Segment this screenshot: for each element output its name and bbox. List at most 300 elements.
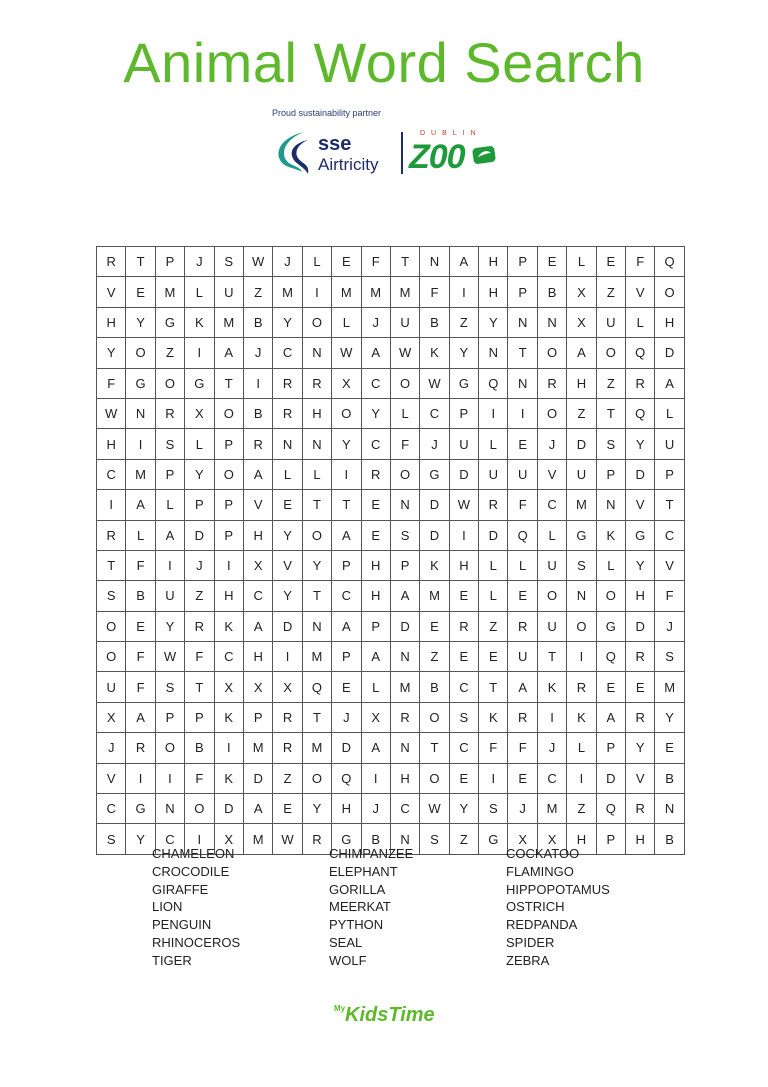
grid-cell: J [361, 307, 390, 337]
grid-cell: O [596, 581, 625, 611]
grid-cell: E [479, 642, 508, 672]
grid-cell: K [214, 702, 243, 732]
grid-cell: F [185, 642, 214, 672]
grid-cell: D [332, 733, 361, 763]
word-list-column-2 [329, 845, 413, 970]
grid-cell: Z [567, 398, 596, 428]
word-list-item: FLAMINGO [506, 863, 574, 879]
grid-cell: J [185, 247, 214, 277]
grid-cell: O [420, 702, 449, 732]
grid-cell: L [332, 307, 361, 337]
grid-cell: O [390, 459, 419, 489]
grid-cell: D [214, 794, 243, 824]
word-list-item: HIPPOPOTAMUS [506, 881, 610, 897]
grid-cell: B [655, 824, 684, 854]
grid-cell: A [214, 338, 243, 368]
grid-cell: G [449, 368, 478, 398]
grid-cell: A [243, 459, 272, 489]
grid-cell: E [361, 490, 390, 520]
grid-cell: F [390, 429, 419, 459]
grid-cell: R [479, 490, 508, 520]
grid-cell: X [332, 368, 361, 398]
grid-cell: I [449, 520, 478, 550]
grid-cell: N [655, 794, 684, 824]
grid-cell: O [185, 794, 214, 824]
grid-cell: C [537, 763, 566, 793]
grid-cell: Z [479, 611, 508, 641]
grid-cell: Y [97, 338, 126, 368]
grid-cell: T [126, 247, 155, 277]
grid-cell: N [155, 794, 184, 824]
grid-cell: A [126, 702, 155, 732]
grid-cell: P [155, 459, 184, 489]
grid-cell: R [449, 611, 478, 641]
grid-cell: N [567, 581, 596, 611]
grid-cell: H [567, 368, 596, 398]
word-list-item: COCKATOO [506, 846, 580, 861]
grid-cell: Y [361, 398, 390, 428]
grid-cell: V [273, 550, 302, 580]
dublin-label: DUBLIN [420, 130, 482, 137]
grid-row [97, 277, 685, 307]
grid-cell: R [273, 368, 302, 398]
grid-cell: C [449, 733, 478, 763]
grid-cell: S [479, 794, 508, 824]
grid-cell: I [361, 763, 390, 793]
grid-cell: M [655, 672, 684, 702]
grid-cell: T [302, 581, 331, 611]
grid-cell: V [626, 490, 655, 520]
grid-cell: W [273, 824, 302, 854]
grid-cell: A [332, 611, 361, 641]
grid-cell: E [332, 247, 361, 277]
grid-cell: Y [155, 611, 184, 641]
grid-cell: O [155, 733, 184, 763]
grid-cell: A [243, 611, 272, 641]
grid-cell: X [243, 672, 272, 702]
grid-cell: P [596, 824, 625, 854]
grid-cell: D [420, 490, 449, 520]
zoo-leaf-icon [472, 144, 496, 166]
grid-cell: O [97, 611, 126, 641]
grid-cell: F [126, 642, 155, 672]
grid-cell: U [655, 429, 684, 459]
grid-cell: O [537, 398, 566, 428]
grid-cell: H [626, 824, 655, 854]
grid-cell: L [185, 277, 214, 307]
grid-cell: L [479, 429, 508, 459]
grid-cell: I [214, 550, 243, 580]
grid-cell: P [332, 550, 361, 580]
grid-cell: O [302, 763, 331, 793]
grid-cell: L [537, 520, 566, 550]
grid-cell: U [214, 277, 243, 307]
grid-cell: Y [655, 702, 684, 732]
grid-cell: N [302, 338, 331, 368]
grid-row [97, 763, 685, 793]
word-list-item: PYTHON [329, 917, 384, 933]
grid-cell: P [596, 459, 625, 489]
grid-cell: Y [626, 429, 655, 459]
grid-cell: D [449, 459, 478, 489]
grid-cell: Y [626, 550, 655, 580]
grid-cell: U [537, 611, 566, 641]
grid-cell: I [273, 642, 302, 672]
grid-cell: B [420, 672, 449, 702]
grid-cell: T [97, 550, 126, 580]
grid-cell: E [508, 763, 537, 793]
grid-cell: R [508, 702, 537, 732]
grid-cell: M [332, 277, 361, 307]
grid-cell: G [126, 794, 155, 824]
grid-cell: P [214, 520, 243, 550]
grid-cell: U [479, 459, 508, 489]
grid-cell: C [537, 490, 566, 520]
grid-cell: S [214, 247, 243, 277]
grid-cell: E [126, 611, 155, 641]
grid-row [97, 581, 685, 611]
grid-cell: S [567, 550, 596, 580]
grid-cell: M [390, 672, 419, 702]
grid-cell: X [567, 277, 596, 307]
grid-cell: X [214, 672, 243, 702]
grid-cell: A [361, 642, 390, 672]
grid-cell: X [185, 398, 214, 428]
grid-cell: P [361, 611, 390, 641]
grid-cell: M [243, 824, 272, 854]
grid-cell: F [479, 733, 508, 763]
grid-cell: B [420, 307, 449, 337]
word-list-item: CHIMPANZEE [329, 846, 414, 861]
grid-cell: Q [302, 672, 331, 702]
grid-row [97, 733, 685, 763]
grid-cell: C [97, 794, 126, 824]
grid-cell: O [390, 368, 419, 398]
grid-cell: U [567, 459, 596, 489]
kidstime-logo: KidsTime [345, 1004, 435, 1026]
grid-cell: V [537, 459, 566, 489]
grid-cell: T [479, 672, 508, 702]
grid-cell: M [273, 277, 302, 307]
grid-cell: H [390, 763, 419, 793]
grid-cell: M [214, 307, 243, 337]
grid-cell: Y [332, 429, 361, 459]
grid-cell: O [155, 368, 184, 398]
grid-cell: L [361, 672, 390, 702]
grid-cell: Q [508, 520, 537, 550]
grid-cell: N [390, 490, 419, 520]
grid-cell: U [449, 429, 478, 459]
grid-cell: A [361, 338, 390, 368]
grid-cell: E [537, 247, 566, 277]
grid-cell: V [97, 277, 126, 307]
grid-cell: Y [449, 794, 478, 824]
grid-cell: A [655, 368, 684, 398]
grid-cell: N [390, 824, 419, 854]
grid-row [97, 490, 685, 520]
grid-cell: M [420, 581, 449, 611]
grid-cell: Z [155, 338, 184, 368]
grid-cell: D [390, 611, 419, 641]
grid-row [97, 247, 685, 277]
grid-cell: H [97, 307, 126, 337]
grid-cell: B [185, 733, 214, 763]
grid-cell: W [390, 338, 419, 368]
grid-cell: S [596, 429, 625, 459]
grid-cell: V [243, 490, 272, 520]
grid-cell: S [97, 581, 126, 611]
grid-cell: S [449, 702, 478, 732]
word-list-item: TIGER [152, 952, 192, 968]
grid-cell: T [302, 702, 331, 732]
airtricity-label: Airtricity [318, 155, 379, 174]
grid-cell: Y [479, 307, 508, 337]
grid-cell: M [361, 277, 390, 307]
grid-cell: H [361, 581, 390, 611]
grid-cell: E [449, 642, 478, 672]
grid-cell: Y [449, 338, 478, 368]
word-list-item: GIRAFFE [152, 881, 209, 897]
grid-cell: O [420, 763, 449, 793]
grid-cell: L [155, 490, 184, 520]
word-list-item: WOLF [329, 952, 367, 968]
grid-cell: X [97, 702, 126, 732]
grid-cell: Z [449, 307, 478, 337]
grid-cell: R [302, 368, 331, 398]
grid-cell: G [479, 824, 508, 854]
grid-cell: O [332, 398, 361, 428]
grid-cell: V [626, 763, 655, 793]
grid-cell: F [626, 247, 655, 277]
grid-cell: D [567, 429, 596, 459]
grid-cell: I [243, 368, 272, 398]
grid-cell: N [420, 247, 449, 277]
grid-cell: F [185, 763, 214, 793]
grid-cell: L [479, 581, 508, 611]
grid-cell: C [243, 581, 272, 611]
grid-row [97, 398, 685, 428]
grid-cell: O [537, 581, 566, 611]
grid-cell: E [626, 672, 655, 702]
grid-cell: C [655, 520, 684, 550]
grid-cell: S [390, 520, 419, 550]
grid-cell: L [126, 520, 155, 550]
grid-row [97, 794, 685, 824]
grid-cell: X [214, 824, 243, 854]
grid-cell: T [655, 490, 684, 520]
grid-cell: M [243, 733, 272, 763]
grid-cell: Q [655, 247, 684, 277]
grid-cell: O [655, 277, 684, 307]
grid-cell: I [214, 733, 243, 763]
grid-cell: E [126, 277, 155, 307]
grid-cell: W [155, 642, 184, 672]
grid-cell: P [332, 642, 361, 672]
grid-row [97, 520, 685, 550]
grid-cell: J [508, 794, 537, 824]
grid-cell: C [449, 672, 478, 702]
grid-cell: C [361, 429, 390, 459]
grid-cell: J [361, 794, 390, 824]
grid-cell: G [185, 368, 214, 398]
grid-row [97, 338, 685, 368]
grid-cell: C [214, 642, 243, 672]
grid-cell: U [537, 550, 566, 580]
grid-cell: F [655, 581, 684, 611]
grid-cell: O [97, 642, 126, 672]
grid-cell: I [302, 277, 331, 307]
grid-cell: G [155, 307, 184, 337]
grid-cell: S [155, 672, 184, 702]
grid-cell: J [655, 611, 684, 641]
grid-cell: I [567, 763, 596, 793]
grid-cell: T [508, 338, 537, 368]
grid-cell: K [596, 520, 625, 550]
grid-cell: P [449, 398, 478, 428]
grid-cell: C [390, 794, 419, 824]
grid-cell: D [655, 338, 684, 368]
grid-cell: D [273, 611, 302, 641]
grid-cell: C [332, 581, 361, 611]
grid-cell: I [155, 550, 184, 580]
grid-cell: R [273, 733, 302, 763]
grid-cell: N [596, 490, 625, 520]
grid-cell: F [126, 550, 155, 580]
grid-cell: B [537, 277, 566, 307]
grid-cell: E [449, 763, 478, 793]
word-list-item: ZEBRA [506, 952, 550, 968]
grid-cell: R [626, 794, 655, 824]
grid-cell: Z [185, 581, 214, 611]
grid-cell: Q [596, 794, 625, 824]
grid-cell: T [332, 490, 361, 520]
grid-cell: H [243, 642, 272, 672]
grid-cell: P [655, 459, 684, 489]
grid-cell: V [655, 550, 684, 580]
grid-cell: E [508, 429, 537, 459]
grid-cell: P [155, 702, 184, 732]
grid-cell: K [214, 611, 243, 641]
grid-cell: L [390, 398, 419, 428]
grid-cell: D [479, 520, 508, 550]
grid-cell: I [185, 824, 214, 854]
grid-cell: I [567, 642, 596, 672]
grid-cell: G [126, 368, 155, 398]
grid-cell: R [361, 459, 390, 489]
grid-cell: D [420, 520, 449, 550]
grid-cell: Y [626, 733, 655, 763]
grid-cell: E [449, 581, 478, 611]
grid-cell: L [273, 459, 302, 489]
grid-cell: C [361, 368, 390, 398]
grid-cell: F [420, 277, 449, 307]
grid-cell: X [361, 702, 390, 732]
grid-cell: D [185, 520, 214, 550]
grid-cell: I [97, 490, 126, 520]
grid-cell: L [567, 733, 596, 763]
grid-cell: H [479, 277, 508, 307]
grid-cell: R [155, 398, 184, 428]
zoo-label: Z00 [409, 138, 465, 176]
grid-cell: X [243, 550, 272, 580]
grid-cell: W [97, 398, 126, 428]
grid-cell: E [596, 672, 625, 702]
grid-cell: T [596, 398, 625, 428]
grid-cell: Q [596, 642, 625, 672]
grid-cell: Y [302, 794, 331, 824]
grid-cell: N [508, 368, 537, 398]
grid-cell: F [508, 490, 537, 520]
grid-cell: H [567, 824, 596, 854]
grid-cell: J [273, 247, 302, 277]
grid-cell: Y [126, 307, 155, 337]
grid-cell: E [420, 611, 449, 641]
grid-cell: Z [420, 642, 449, 672]
grid-cell: U [155, 581, 184, 611]
grid-cell: I [449, 277, 478, 307]
grid-cell: X [273, 672, 302, 702]
grid-cell: L [302, 459, 331, 489]
grid-cell: S [97, 824, 126, 854]
grid-cell: I [155, 763, 184, 793]
word-list-item: PENGUIN [152, 917, 212, 933]
grid-cell: N [390, 642, 419, 672]
grid-cell: M [155, 277, 184, 307]
grid-cell: S [420, 824, 449, 854]
grid-cell: F [361, 247, 390, 277]
grid-cell: U [596, 307, 625, 337]
grid-cell: I [185, 338, 214, 368]
grid-cell: O [567, 611, 596, 641]
grid-cell: J [332, 702, 361, 732]
grid-cell: B [243, 307, 272, 337]
grid-cell: T [537, 642, 566, 672]
grid-row [97, 368, 685, 398]
grid-row [97, 611, 685, 641]
grid-cell: H [655, 307, 684, 337]
word-list-item: GORILLA [329, 881, 386, 897]
grid-cell: O [537, 338, 566, 368]
word-list-item: SEAL [329, 934, 363, 950]
grid-cell: I [479, 763, 508, 793]
grid-cell: B [243, 398, 272, 428]
grid-cell: A [390, 581, 419, 611]
grid-cell: M [126, 459, 155, 489]
grid-cell: H [449, 550, 478, 580]
grid-cell: Y [273, 520, 302, 550]
grid-cell: A [155, 520, 184, 550]
grid-cell: K [214, 763, 243, 793]
grid-cell: G [626, 520, 655, 550]
grid-cell: U [508, 642, 537, 672]
sse-logo-icon [274, 130, 318, 178]
word-list-item: CROCODILE [152, 863, 230, 879]
brand-my-label: My [334, 1004, 346, 1013]
page-title: Animal Word Search [123, 31, 645, 94]
grid-cell: N [302, 611, 331, 641]
grid-cell: P [155, 247, 184, 277]
grid-cell: R [243, 429, 272, 459]
grid-cell: Q [626, 398, 655, 428]
grid-cell: I [508, 398, 537, 428]
grid-cell: O [126, 338, 155, 368]
grid-cell: O [302, 307, 331, 337]
word-list-item: MEERKAT [329, 899, 391, 915]
grid-row [97, 307, 685, 337]
grid-cell: E [655, 733, 684, 763]
grid-cell: Z [567, 794, 596, 824]
grid-cell: M [302, 642, 331, 672]
